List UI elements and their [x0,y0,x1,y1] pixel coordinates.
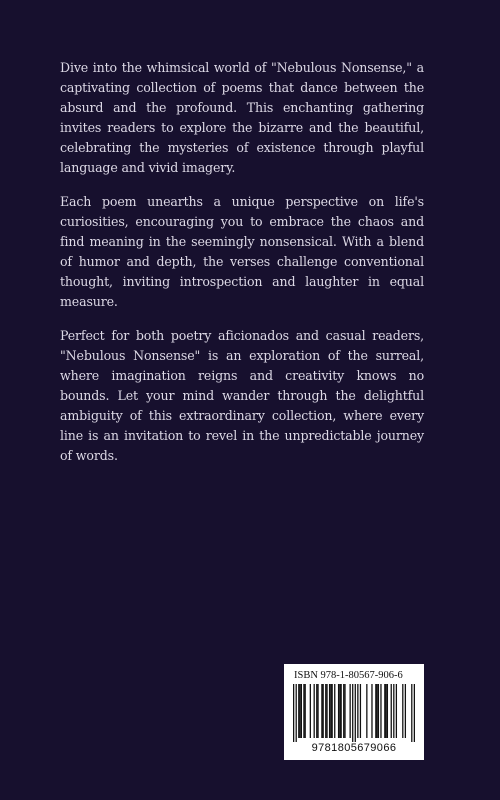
barcode-bar [293,684,294,742]
barcode-bar [301,684,302,738]
barcode-bar [375,684,376,738]
isbn-label: ISBN 978-1-80567-906-6 [294,670,403,681]
barcode-bar [341,684,342,738]
blurb-paragraph-2: Each poem unearths a unique perspective on life's curiosities, encouraging you to embrace the chaos and find meaning in the seemingly nonsensical. With a blend of humor and depth, the verses challenge conventional thought, inviting introspection and laughter in equal measure. [60,194,424,309]
barcode-bar [296,684,297,742]
barcode-bar [411,684,412,742]
barcode-bar [305,684,306,738]
blurb-paragraph-1: Dive into the whimsical world of "Nebulous Nonsense," a captivating collection of poems that dance between the absurd and the profound. This enchanting gathering invites readers to explore the bizarre and the beautiful, celebrating the mysteries of existence through playful language and vivid imagery. [60,60,424,175]
blurb-paragraph-3: Perfect for both poetry aficionados and casual readers, "Nebulous Nonsense" is an exploration of the surreal, where imagination reigns and creativity knows no bounds. Let your mind wander through the delightful ambiguity of this extraordinary collection, where every line is an invitation to revel in the unpredictable journey of words. [60,328,424,463]
barcode-bar [385,684,386,738]
barcode-bar [402,684,403,738]
barcode-bar [321,684,322,738]
barcode-bar [405,684,406,738]
barcode-bar [414,684,415,742]
barcode-bar [355,684,356,742]
back-cover-blurb [60,58,424,480]
barcode-bars [293,684,415,742]
barcode-bar [352,684,353,742]
barcode-bar [344,684,345,738]
barcode-bar [299,684,300,738]
barcode-bar [396,684,397,738]
barcode-bar [323,684,324,738]
barcode-bar [339,684,340,738]
barcode-bar [360,684,361,738]
barcode-bar [326,684,327,738]
barcode-bar [343,684,344,738]
barcode-bar [380,684,381,738]
barcode-bar [384,684,385,738]
barcode-bar [376,684,377,738]
barcode-bar [366,684,367,738]
barcode-bar [310,684,311,738]
barcode-bar [387,684,388,738]
barcode-bar [378,684,379,738]
barcode-bar [314,684,315,738]
barcode-bar [329,684,330,738]
barcode-bar [350,684,351,738]
barcode-bar [332,684,333,738]
barcode-bar [393,684,394,738]
isbn-barcode-box [284,664,424,760]
barcode-bar [298,684,299,738]
barcode-digits: 9781805679066 [311,742,397,754]
barcode-bar [338,684,339,738]
barcode-bar [334,684,335,738]
barcode-bar [316,684,317,738]
barcode-bar [391,684,392,738]
barcode-bar [371,684,372,738]
barcode-bar [330,684,331,738]
barcode-bar [357,684,358,738]
barcode-bar [317,684,318,738]
barcode-bar [325,684,326,738]
barcode-bar [303,684,304,738]
